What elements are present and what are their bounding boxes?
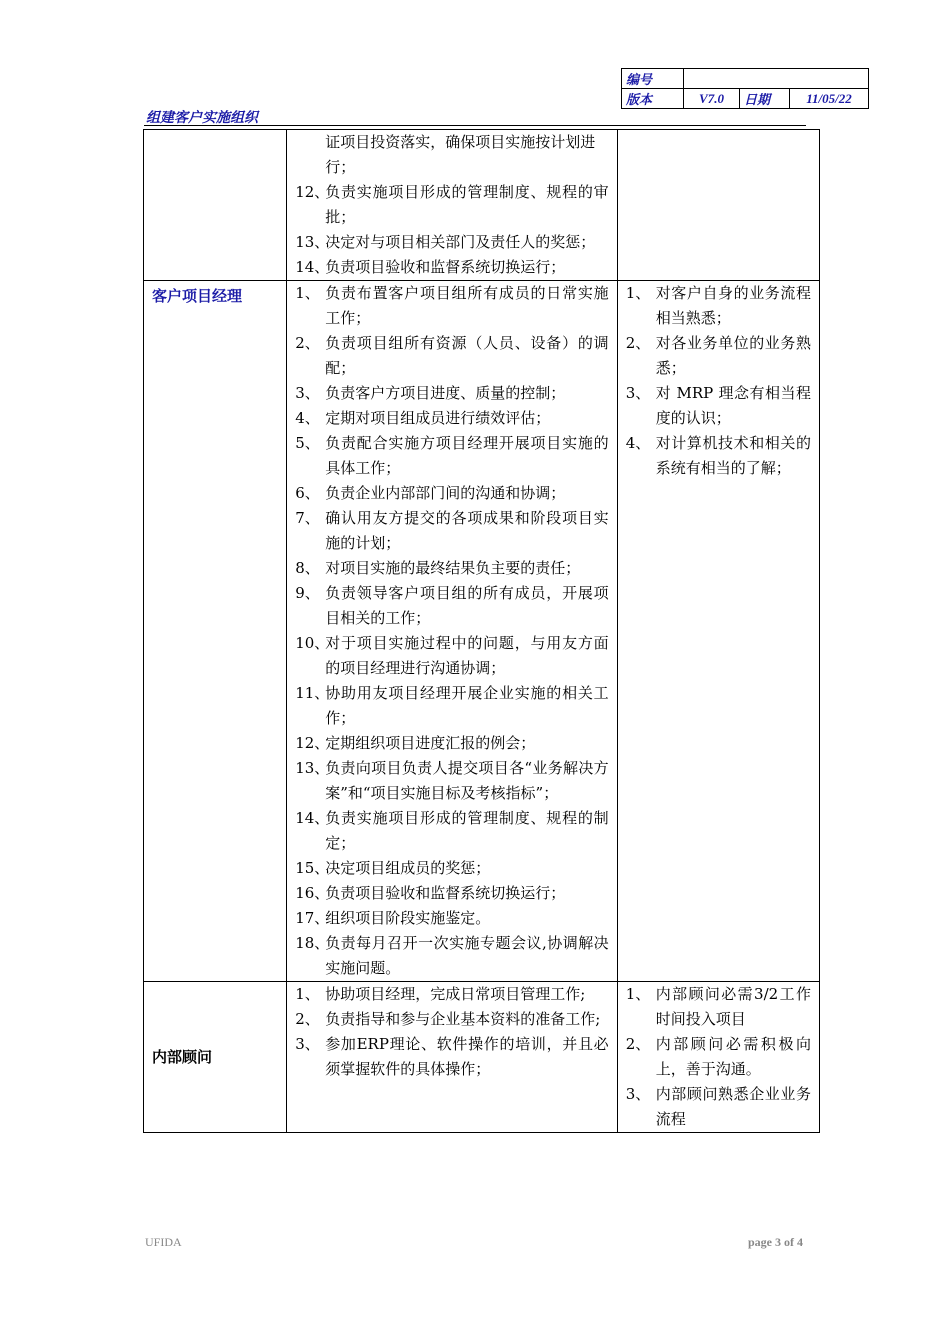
list-item: 2、 负责项目组所有资源（人员、设备）的调配； [295, 334, 609, 377]
list-item: 13、 决定对与项目相关部门及责任人的奖惩； [295, 233, 596, 251]
requirements-cell [617, 130, 819, 281]
list-item: 1、 负责布置客户项目组所有成员的日常实施工作； [295, 284, 609, 327]
list-item: 7、 确认用友方提交的各项成果和阶段项目实施的计划； [295, 509, 609, 552]
list-item: 14、 负责项目验收和监督系统切换运行； [295, 258, 566, 276]
responsibility-table [143, 129, 820, 1133]
list-item: 2、 负责指导和参与企业基本资料的准备工作; [295, 1010, 601, 1028]
version-label: 版本 [622, 89, 684, 109]
table-row [144, 281, 820, 982]
role-cell [144, 130, 287, 281]
list-item: 16、 负责项目验收和监督系统切换运行； [295, 884, 566, 902]
document-meta-table [621, 68, 869, 109]
list-item: 18、 负责每月召开一次实施专题会议,协调解决实施问题。 [295, 934, 609, 977]
duties-cell [287, 281, 617, 982]
list-item: 17、 组织项目阶段实施鉴定。 [295, 909, 491, 927]
list-item: 10、 对于项目实施过程中的问题，与用友方面的项目经理进行沟通协调； [295, 634, 609, 677]
list-item: 2、 对各业务单位的业务熟悉； [625, 334, 811, 377]
list-item: 9、 负责领导客户项目组的所有成员，开展项目相关的工作； [295, 584, 609, 627]
footer-page-number: page 3 of 4 [748, 1235, 803, 1249]
duties-cell [287, 130, 617, 281]
list-item: 3、 负责客户方项目进度、质量的控制； [295, 384, 566, 402]
requirements-cell [617, 281, 819, 982]
list-item: 8、 对项目实施的最终结果负主要的责任； [295, 559, 581, 577]
number-label: 编号 [622, 69, 684, 89]
list-item: 12、 负责实施项目形成的管理制度、规程的审批； [295, 183, 609, 226]
list-item: 3、 内部顾问熟悉企业业务流程 [625, 1085, 811, 1128]
role-cell [144, 281, 287, 982]
role-cell [144, 982, 287, 1133]
list-item: 1、 对客户自身的业务流程相当熟悉； [625, 284, 811, 327]
list-item: 1、 内部顾问必需3/2工作时间投入项目 [625, 985, 811, 1028]
list-item: 5、 负责配合实施方项目经理开展项目实施的具体工作； [295, 434, 609, 477]
date-label: 日期 [740, 89, 790, 109]
header-divider [144, 125, 806, 126]
requirements-cell [617, 982, 819, 1133]
version-value: V7.0 [684, 89, 740, 109]
number-value [684, 69, 869, 89]
footer-company: UFIDA [145, 1235, 182, 1249]
list-item: 11、 协助用友项目经理开展企业实施的相关工作； [295, 684, 609, 727]
list-item: 12、 定期组织项目进度汇报的例会； [295, 734, 536, 752]
role-client-project-manager: 客户项目经理 [152, 287, 243, 305]
list-item: 6、 负责企业内部部门间的沟通和协调； [295, 484, 566, 502]
table-row [144, 130, 820, 281]
list-item: 3、 参加ERP理论、软件操作的培训，并且必须掌握软件的具体操作； [295, 1035, 609, 1078]
list-item: 3、 对 MRP 理念有相当程度的认识； [625, 384, 811, 427]
duty-continued-text: 证项目投资落实，确保项目实施按计划进行； [325, 133, 596, 176]
role-internal-consultant: 内部顾问 [152, 1048, 213, 1066]
document-title: 组建客户实施组织 [146, 110, 258, 126]
duties-cell [287, 982, 617, 1133]
date-value: 11/05/22 [790, 89, 869, 109]
list-item: 1、 协助项目经理，完成日常项目管理工作; [295, 985, 586, 1003]
list-item: 13、 负责向项目负责人提交项目各“业务解决方案”和“项目实施目标及考核指标”； [295, 759, 609, 802]
list-item: 15、 决定项目组成员的奖惩； [295, 859, 491, 877]
list-item: 4、 定期对项目组成员进行绩效评估； [295, 409, 551, 427]
list-item: 14、 负责实施项目形成的管理制度、规程的制定； [295, 809, 609, 852]
table-row [144, 982, 820, 1133]
list-item: 2、 内部顾问必需积极向上，善于沟通。 [625, 1035, 811, 1078]
list-item: 4、 对计算机技术和相关的系统有相当的了解； [625, 434, 811, 477]
